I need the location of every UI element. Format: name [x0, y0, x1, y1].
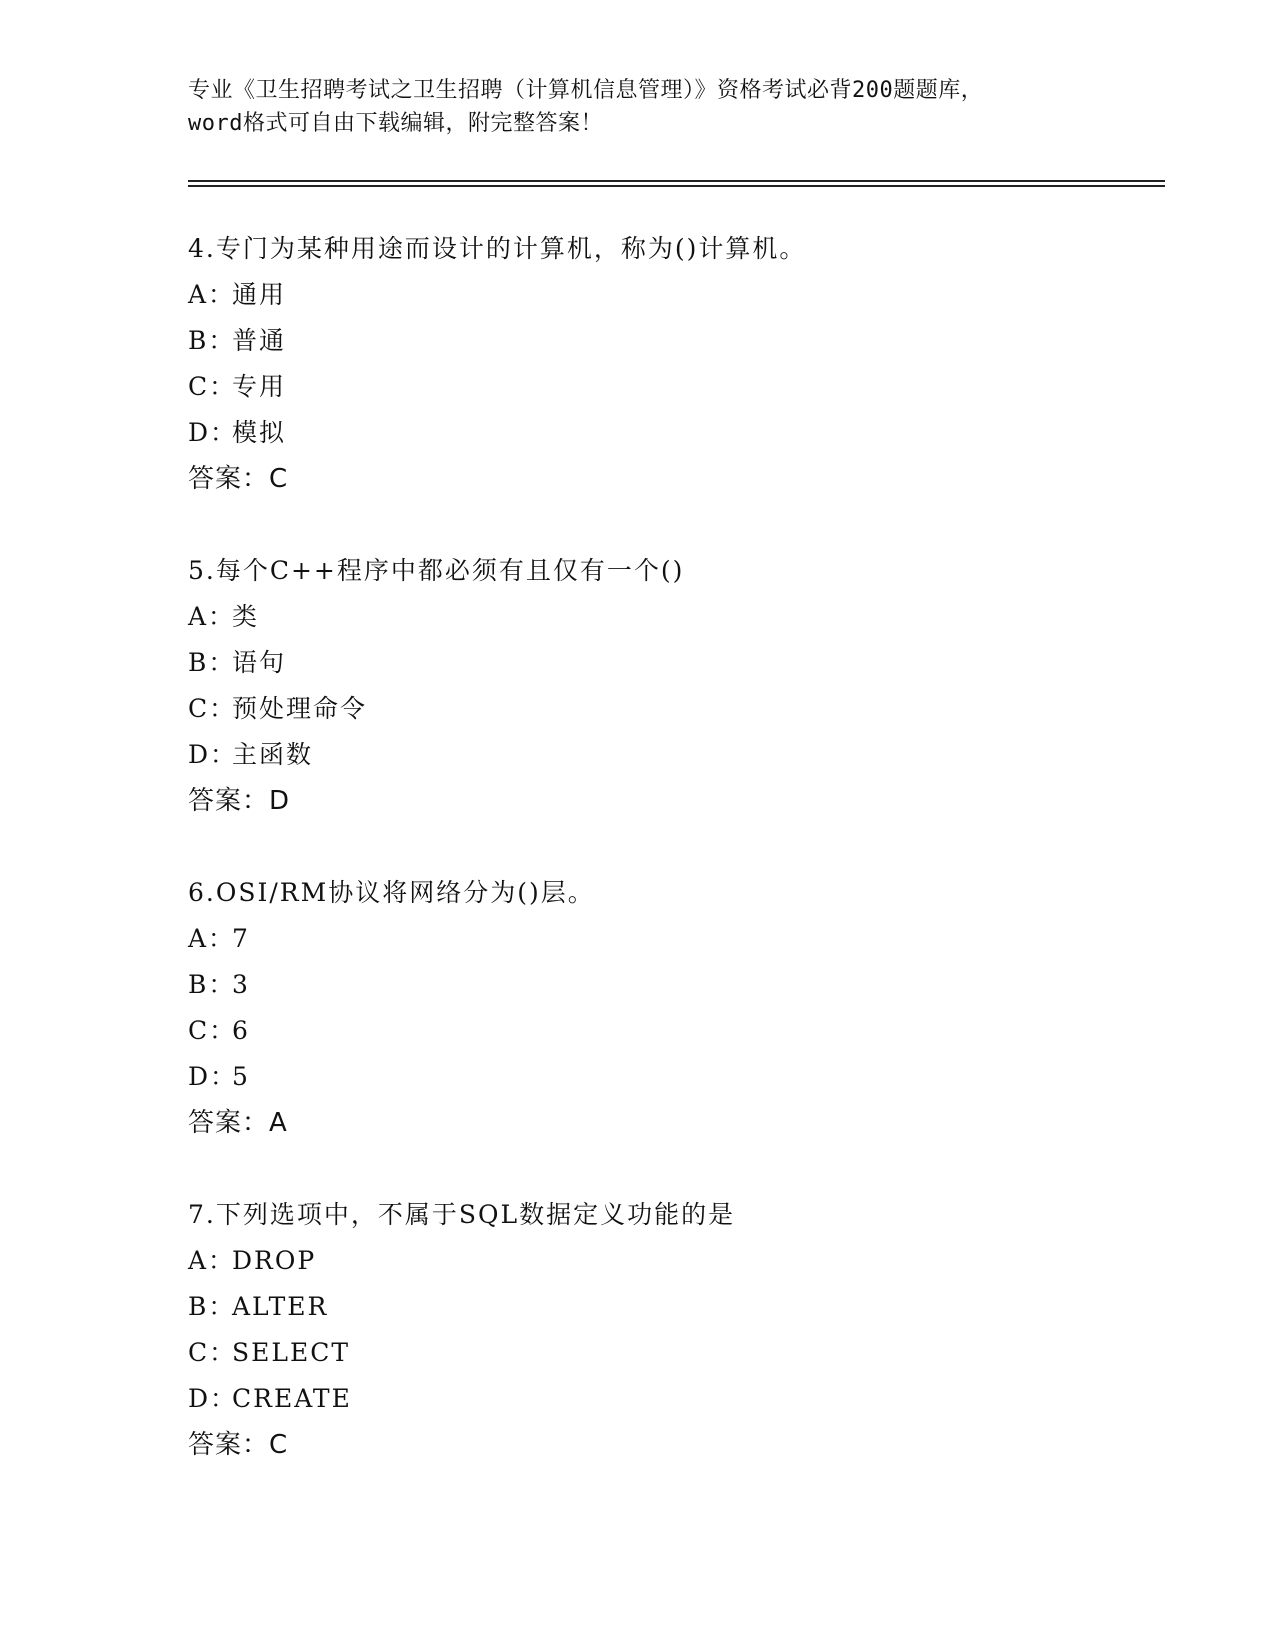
- option-b: [188, 640, 1168, 686]
- option-label: C：: [188, 372, 237, 401]
- option-label: B：: [188, 326, 236, 355]
- option-text: 语句: [232, 648, 287, 677]
- option-text: 3: [232, 970, 250, 999]
- question-block: [188, 1192, 1168, 1468]
- option-c: [188, 1330, 1168, 1376]
- option-b: [188, 318, 1168, 364]
- option-text: 7: [232, 924, 250, 953]
- option-label: D：: [188, 740, 238, 769]
- option-a: [188, 1238, 1168, 1284]
- option-d: [188, 732, 1168, 778]
- option-label: B：: [188, 970, 236, 999]
- option-text: 6: [232, 1016, 250, 1045]
- option-text: CREATE: [232, 1384, 352, 1413]
- question-block: [188, 870, 1168, 1146]
- document-header: [188, 74, 1088, 140]
- question-block: [188, 548, 1168, 824]
- option-label: A：: [188, 602, 236, 631]
- option-text: 模拟: [232, 418, 287, 447]
- option-d: [188, 1054, 1168, 1100]
- option-c: [188, 686, 1168, 732]
- option-text: 类: [232, 602, 260, 631]
- option-label: A：: [188, 1246, 236, 1275]
- header-divider-top: [188, 180, 1165, 182]
- option-label: B：: [188, 648, 236, 677]
- option-d: [188, 410, 1168, 456]
- option-c: [188, 1008, 1168, 1054]
- option-a: [188, 594, 1168, 640]
- option-d: [188, 1376, 1168, 1422]
- question-block: [188, 226, 1168, 502]
- option-label: C：: [188, 694, 237, 723]
- option-label: A：: [188, 280, 236, 309]
- answer-line: 答案：C: [188, 464, 289, 494]
- option-text: DROP: [232, 1246, 317, 1275]
- question-stem: 4.专门为某种用途而设计的计算机，称为()计算机。: [188, 234, 807, 263]
- option-label: C：: [188, 1338, 237, 1367]
- option-text: 普通: [232, 326, 287, 355]
- option-b: [188, 962, 1168, 1008]
- option-label: D：: [188, 1062, 238, 1091]
- answer-line: 答案：C: [188, 1430, 289, 1460]
- question-stem: 5.每个C++程序中都必须有且仅有一个(): [188, 556, 685, 585]
- option-c: [188, 364, 1168, 410]
- option-text: SELECT: [232, 1338, 351, 1367]
- option-label: D：: [188, 418, 238, 447]
- option-text: 5: [232, 1062, 250, 1091]
- option-text: 主函数: [232, 740, 314, 769]
- header-title-line-2: word格式可自由下载编辑，附完整答案！: [188, 111, 603, 136]
- option-label: D：: [188, 1384, 238, 1413]
- answer-line: 答案：A: [188, 1108, 288, 1138]
- option-text: 专用: [232, 372, 287, 401]
- option-b: [188, 1284, 1168, 1330]
- option-text: ALTER: [232, 1292, 329, 1321]
- option-a: [188, 272, 1168, 318]
- header-divider-bottom: [188, 185, 1165, 187]
- option-a: [188, 916, 1168, 962]
- question-stem: 7.下列选项中，不属于SQL数据定义功能的是: [188, 1200, 736, 1229]
- header-title-line-1: 专业《卫生招聘考试之卫生招聘（计算机信息管理）》资格考试必背200题题库，: [188, 78, 984, 103]
- option-text: 通用: [232, 280, 287, 309]
- answer-line: 答案：D: [188, 786, 291, 816]
- question-stem: 6.OSI/RM协议将网络分为()层。: [188, 878, 595, 907]
- option-label: A：: [188, 924, 236, 953]
- option-label: C：: [188, 1016, 237, 1045]
- option-label: B：: [188, 1292, 236, 1321]
- option-text: 预处理命令: [232, 694, 368, 723]
